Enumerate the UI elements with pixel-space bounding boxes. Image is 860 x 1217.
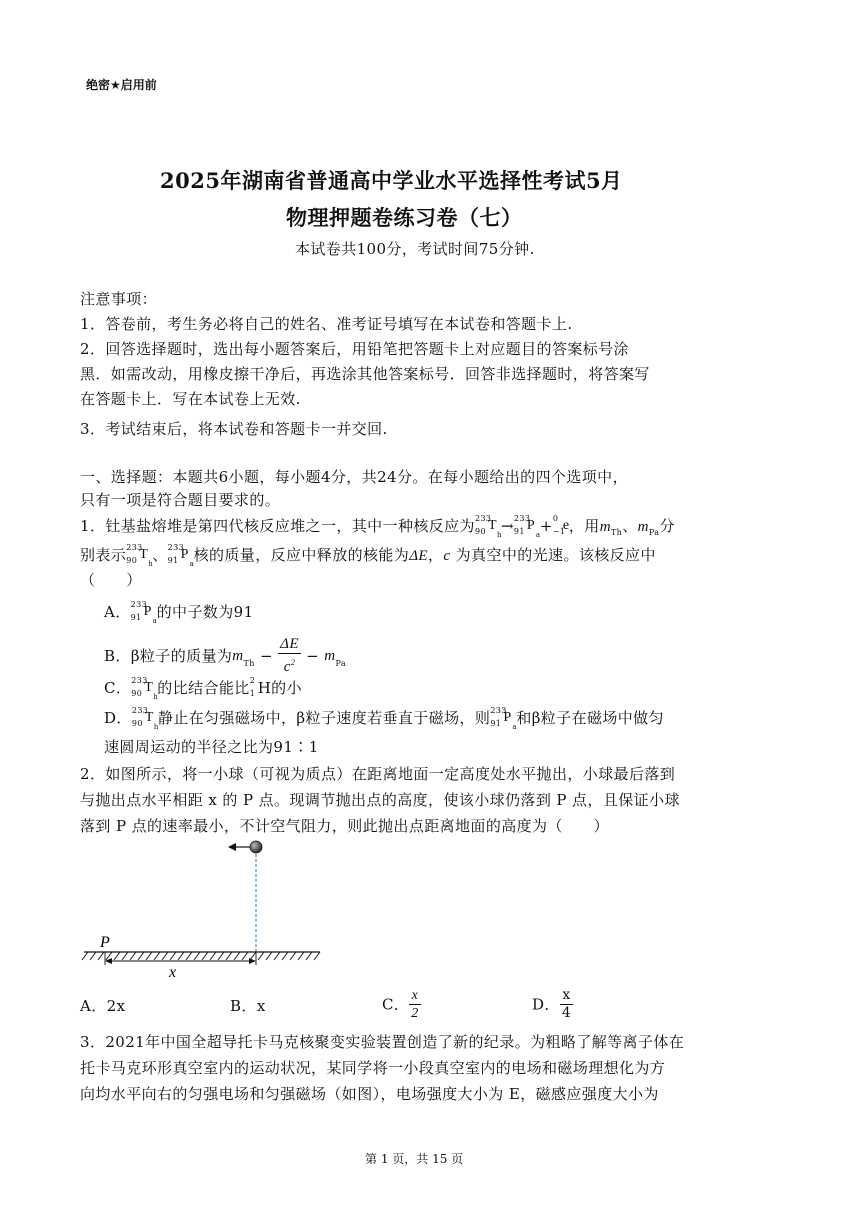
notice-item-2-line1: 2．回答选择题时，选出每小题答案后，用铅笔把答题卡上对应题目的答案标号涂: [80, 340, 629, 358]
q3-line3: 向均水平向右的匀强电场和匀强磁场（如图），电场强度大小为 E，磁感应强度大小为: [80, 1085, 659, 1103]
q2-option-b: B．x: [230, 997, 266, 1015]
th233-nuclide: 233 90 T h: [474, 514, 502, 539]
exam-subtitle: 本试卷共100分，考试时间75分钟.: [295, 240, 535, 258]
q2-line3: 落到 P 点的速率最小，不计空气阻力，则此抛出点距离地面的高度为（ ）: [80, 817, 610, 835]
q2-line1: 2．如图所示，将一小球（可视为质点）在距离地面一定高度处水平抛出，小球最后落到: [80, 765, 676, 783]
q1-option-c: C． 233 90 T h 的比结合能比 2 1 H的小: [104, 676, 302, 701]
section1-heading-line1: 一、选择题：本题共6小题，每小题4分，共24分。在每小题给出的四个选项中，: [80, 468, 628, 486]
section1-heading-line2: 只有一项是符合题目要求的。: [80, 491, 281, 509]
q3-line2: 托卡马克环形真空室内的运动状况，某同学将一小段真空室内的电场和磁场理想化为方: [80, 1059, 666, 1077]
projectile-figure: [80, 835, 330, 980]
notice-item-2-line2: 黑．如需改动，用橡皮擦干净后，再选涂其他答案标号．回答非选择题时，将答案写: [80, 365, 650, 383]
delta-e-over-c2-fraction: $\frac{\Delta E}{c^2}$: [280, 636, 299, 675]
velocity-arrow: [228, 843, 250, 851]
q1-line2: 别表示 233 90 T h 、 233 91 P a 核的质量，反应中释放的核能为ΔE，c 为真空中的光速。该核反应中: [80, 543, 656, 568]
q1-line1: 1．钍基盐熔堆是第四代核反应堆之一，其中一种核反应为 233 90 T h → 233 91 P a + 0 −1 e ，用$m_{Th}$、$m_{Pa}$分: [80, 514, 675, 539]
exam-title-line1: 2025年湖南省普通高中学业水平选择性考试5月: [160, 168, 623, 193]
q2-option-c: C． $\frac{x}{2}$: [382, 988, 419, 1021]
ball: [250, 841, 262, 853]
q3-line1: 3．2021年中国全超导托卡马克核聚变实验装置创造了新的纪录。为粗略了解等离子体在: [80, 1033, 685, 1051]
distance-marker: [105, 952, 256, 965]
distance-x-label: x: [169, 964, 177, 980]
page-footer: 第 1 页，共 15 页: [365, 1152, 464, 1166]
q1-option-b: B．β粒子的质量为$m_{Th}$ − $\frac{\Delta E}{c^2}$ − $m_{Pa}$: [104, 636, 347, 675]
exam-title-line2: 物理押题卷练习卷（七）: [286, 205, 523, 230]
q1-option-d-line2: 速圆周运动的半径之比为91∶1: [104, 738, 319, 756]
q2-line2: 与抛出点水平相距 x 的 P 点。现调节抛出点的高度，使该小球仍落到 P 点，且保证小球: [80, 791, 680, 809]
q1-bracket: （ ）: [80, 571, 142, 589]
q1-option-d-line1: D． 233 90 T h 静止在匀强磁场中，β粒子速度若垂直于磁场，则 233 91 P a 和β粒子在磁场中做匀: [104, 706, 664, 731]
notice-heading: 注意事项：: [80, 290, 158, 308]
electron-symbol: 0 −1 e: [552, 514, 570, 536]
q1-option-a: A． 233 91 P a 的中子数为91: [104, 600, 254, 625]
q2-option-d: D． $\frac{x}{4}$: [532, 987, 572, 1021]
pa233-nuclide: 233 91 P a: [513, 514, 541, 539]
q2-option-a: A．2x: [80, 997, 126, 1015]
confidential-mark: 绝密★启用前: [86, 78, 157, 92]
ground: [82, 952, 320, 960]
notice-item-3: 3．考试结束后，将本试卷和答题卡一并交回.: [80, 420, 388, 438]
notice-item-1: 1．答卷前，考生务必将自己的姓名、准考证号填写在本试卷和答题卡上.: [80, 315, 573, 333]
point-p-label: P: [100, 934, 110, 951]
notice-item-2-line3: 在答题卡上．写在本试卷上无效.: [80, 390, 301, 408]
